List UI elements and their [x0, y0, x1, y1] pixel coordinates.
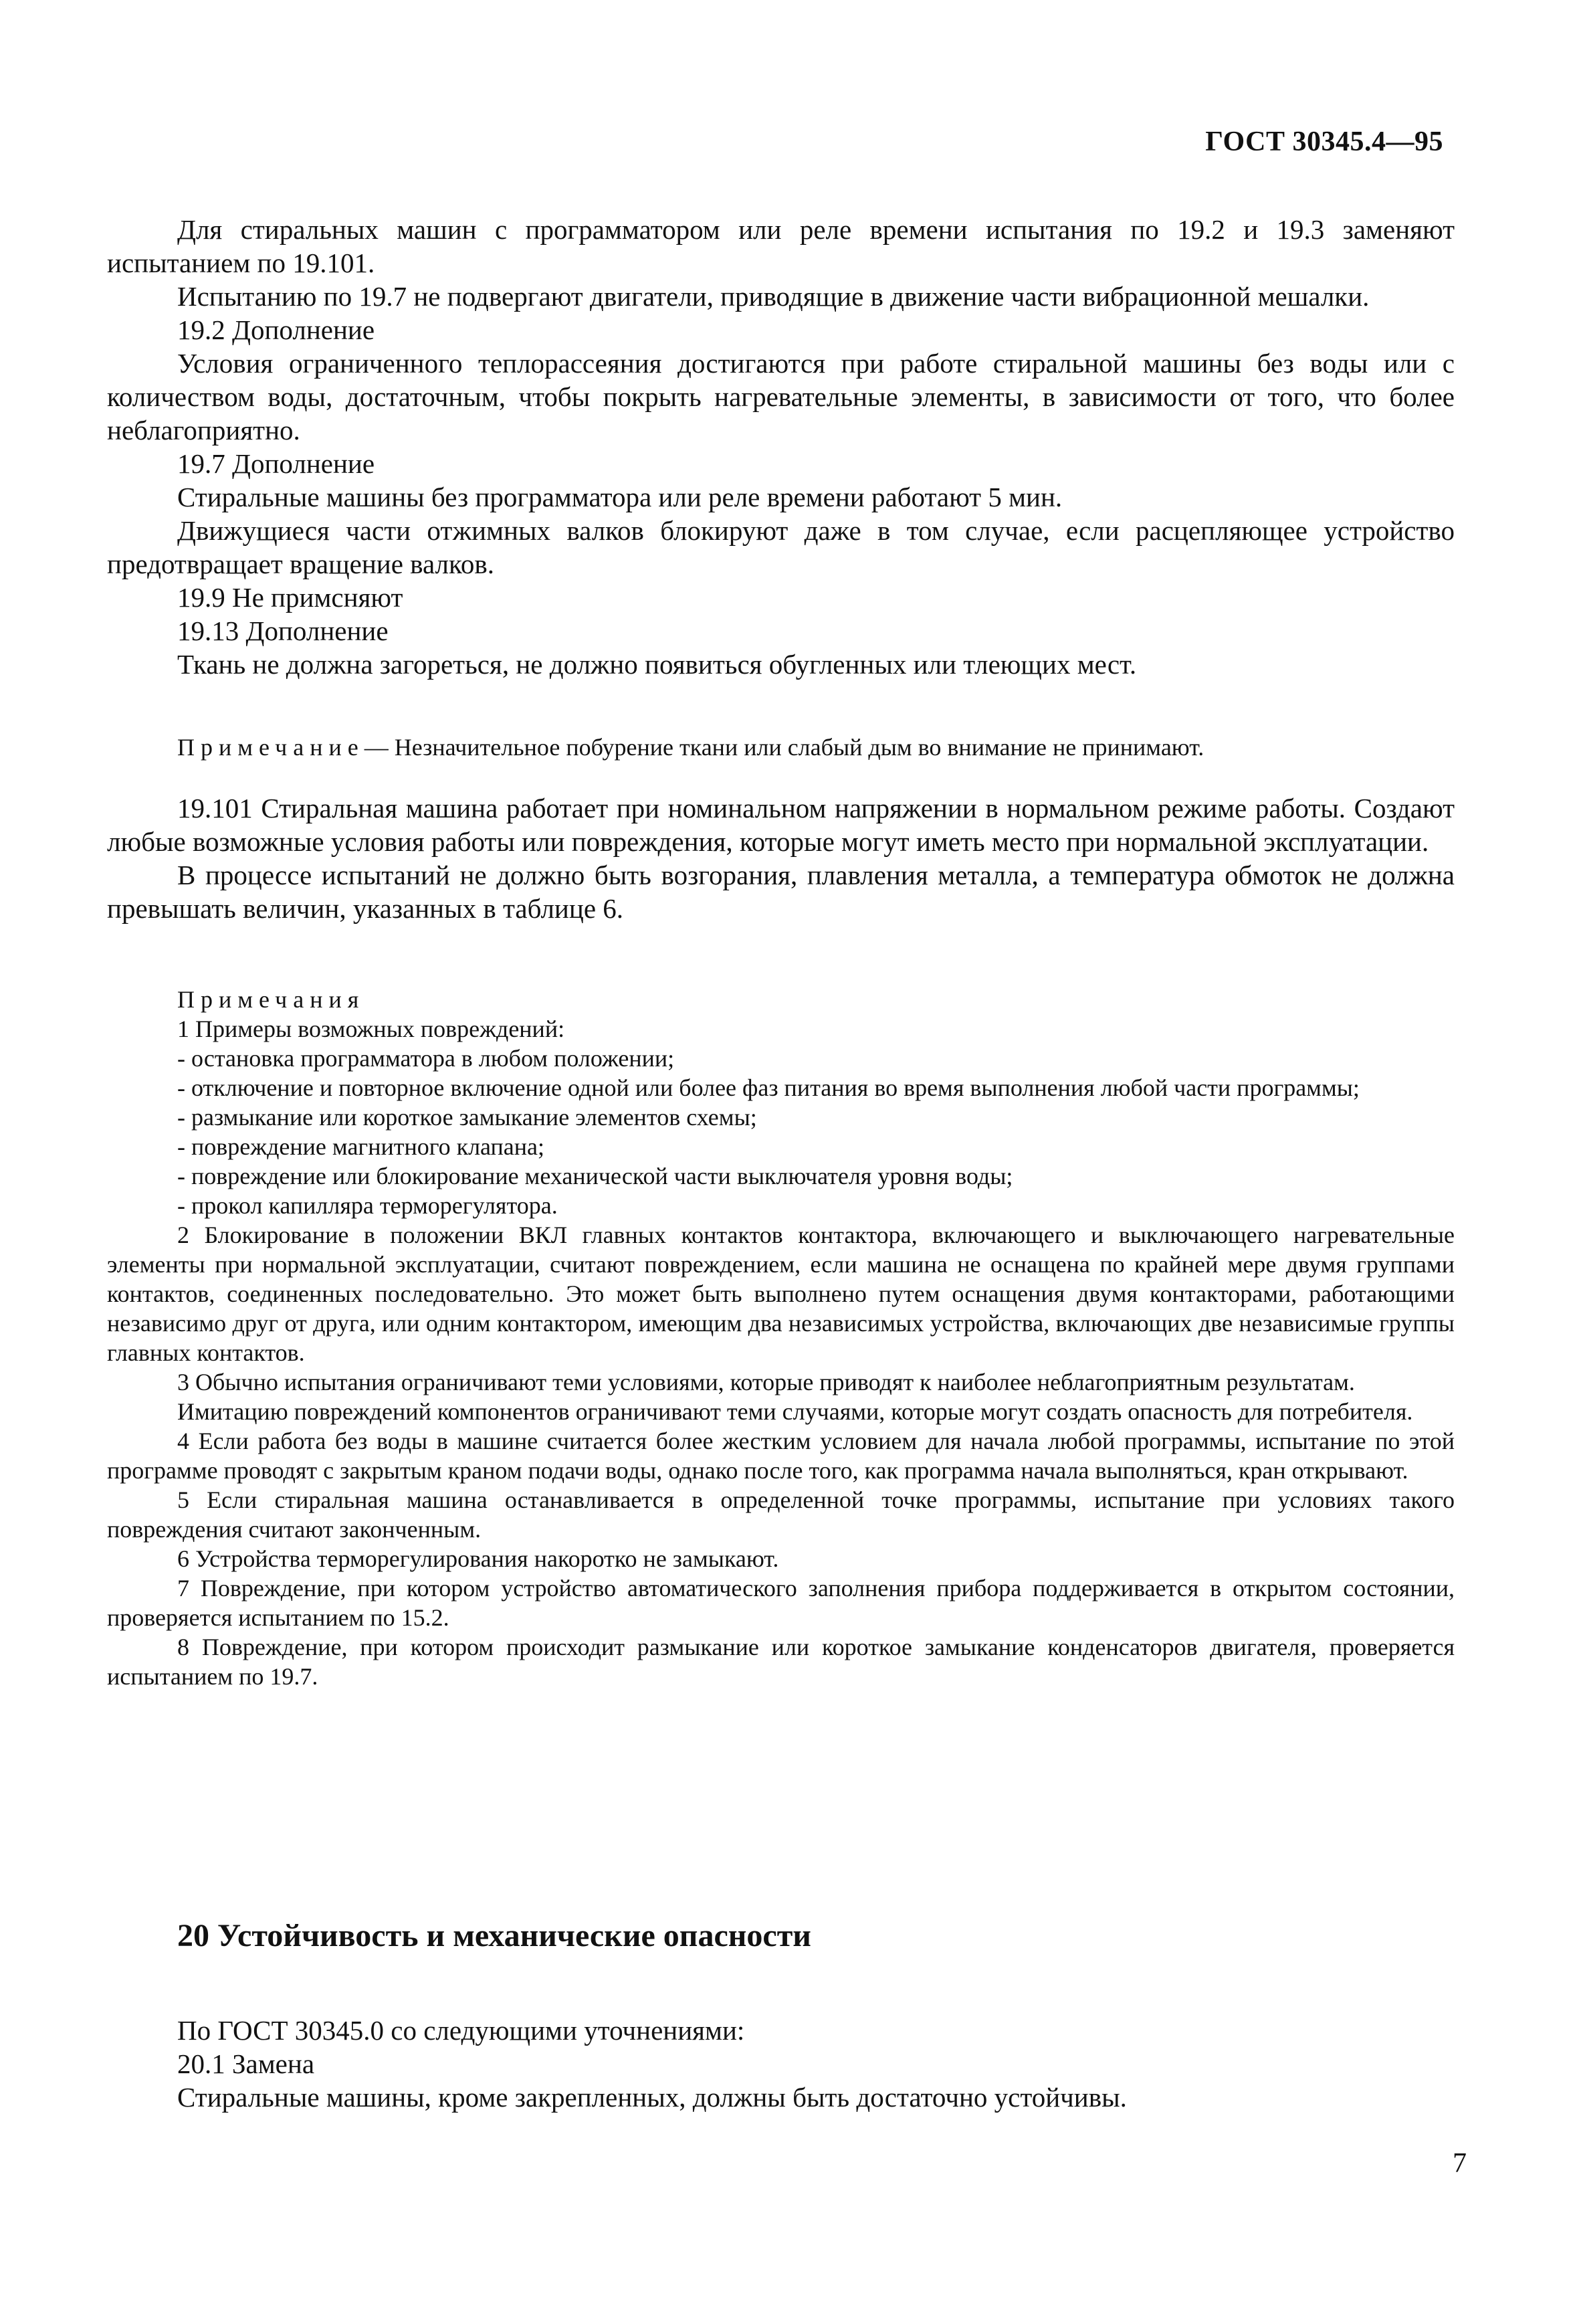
- body-block-1: [107, 213, 1455, 681]
- note-item: 4 Если работа без воды в машине считается более жестким условием для начала любой программы, испытание по этой программе проводят с закрытым краном подачи воды, однако после того, как программа начала выполняться, кран открывают.: [107, 1428, 1455, 1484]
- clause-heading: 19.2 Дополнение: [177, 314, 375, 345]
- note-item: 1 Примеры возможных повреждений:: [177, 1015, 565, 1042]
- section-20-body: [107, 2014, 1455, 2114]
- note-item: 7 Повреждение, при котором устройство автоматического заполнения прибора поддерживается в открытом состоянии, проверяется испытанием по 15.2.: [107, 1575, 1455, 1631]
- notes-block: [107, 985, 1455, 1691]
- note-1: [107, 733, 1455, 762]
- paragraph: Стиральные машины без программатора или реле времени работают 5 мин.: [177, 482, 1063, 512]
- note-item: - повреждение или блокирование механической части выключателя уровня воды;: [177, 1163, 1013, 1189]
- note-item: - повреждение магнитного клапана;: [177, 1133, 545, 1160]
- note-item: - прокол капилляра терморегулятора.: [177, 1192, 558, 1219]
- clause-heading: 19.7 Дополнение: [177, 448, 375, 479]
- section-title: 20 Устойчивость и механические опасности: [177, 1918, 811, 1953]
- page-number: 7: [1453, 2148, 1467, 2179]
- document-number: ГОСТ 30345.4—95: [1205, 126, 1443, 157]
- clause-heading: 20.1 Замена: [177, 2048, 315, 2079]
- note-line: [107, 733, 1455, 762]
- paragraph: Ткань не должна загореться, не должно появиться обугленных или тлеющих мест.: [177, 649, 1137, 680]
- notes-label: Примечания: [177, 986, 365, 1013]
- paragraph: Условия ограниченного теплорассеяния достигаются при работе стиральной машины без воды или с количеством воды, достаточным, чтобы покрыть нагревательные элементы, в зависимости от того, что более неблагоприятно.: [107, 348, 1455, 446]
- note-item: 2 Блокирование в положении ВКЛ главных контактов контактора, включающего и выключающего нагревательные элементы при нормальной эксплуатации, считают повреждением, если машина не оснащена по крайней мере двумя группами контактов, соединенных последовательно. Это может быть выполнено путем оснащения двумя контакторами, работающими независимо друг от друга, или одним контактором, имеющим два независимых устройства, включающих две независимые группы главных контактов.: [107, 1222, 1455, 1366]
- paragraph: Стиральные машины, кроме закрепленных, должны быть достаточно устойчивы.: [177, 2082, 1127, 2113]
- note-item: - остановка программатора в любом положении;: [177, 1045, 675, 1072]
- note-body: — Незначительное побурение ткани или слабый дым во внимание не принимают.: [364, 734, 1204, 761]
- note-item: Имитацию повреждений компонентов ограничивают теми случаями, которые могут создать опасность для потребителя.: [177, 1398, 1413, 1425]
- note-item: 6 Устройства терморегулирования накоротко не замыкают.: [177, 1545, 779, 1572]
- paragraph: Движущиеся части отжимных валков блокируют даже в том случае, если расцепляющее устройство предотвращает вращение валков.: [107, 515, 1455, 579]
- note-item: 8 Повреждение, при котором происходит размыкание или короткое замыкание конденсаторов двигателя, проверяется испытанием по 19.7.: [107, 1634, 1455, 1690]
- paragraph: По ГОСТ 30345.0 со следующими уточнениями:: [177, 2015, 745, 2046]
- note-item: 3 Обычно испытания ограничивают теми условиями, которые приводят к наиболее неблагоприятным результатам.: [177, 1369, 1355, 1395]
- note-item: - отключение и повторное включение одной или более фаз питания во время выполнения любой части программы;: [177, 1074, 1360, 1101]
- paragraph: 19.101 Стиральная машина работает при номинальном напряжении в нормальном режиме работы. Создают любые возможные условия работы или повреждения, которые могут иметь место при нормальной эксплуатации.: [107, 793, 1455, 857]
- note-item: - размыкание или короткое замыкание элементов схемы;: [177, 1104, 757, 1131]
- note-item: 5 Если стиральная машина останавливается в определенной точке программы, испытание при условиях такого повреждения считают законченным.: [107, 1486, 1455, 1543]
- paragraph: Для стиральных машин с программатором или реле времени испытания по 19.2 и 19.3 заменяют испытанием по 19.101.: [107, 214, 1455, 278]
- paragraph: В процессе испытаний не должно быть возгорания, плавления металла, а температура обмоток не должна превышать величин, указанных в таблице 6.: [107, 860, 1455, 924]
- clause-heading: 19.13 Дополнение: [177, 615, 389, 646]
- clause-heading: 19.9 Не примсняют: [177, 582, 403, 613]
- paragraph: Испытанию по 19.7 не подвергают двигатели, приводящие в движение части вибрационной мешалки.: [177, 281, 1370, 312]
- body-block-2: [107, 791, 1455, 925]
- note-label: Примечание: [177, 734, 364, 761]
